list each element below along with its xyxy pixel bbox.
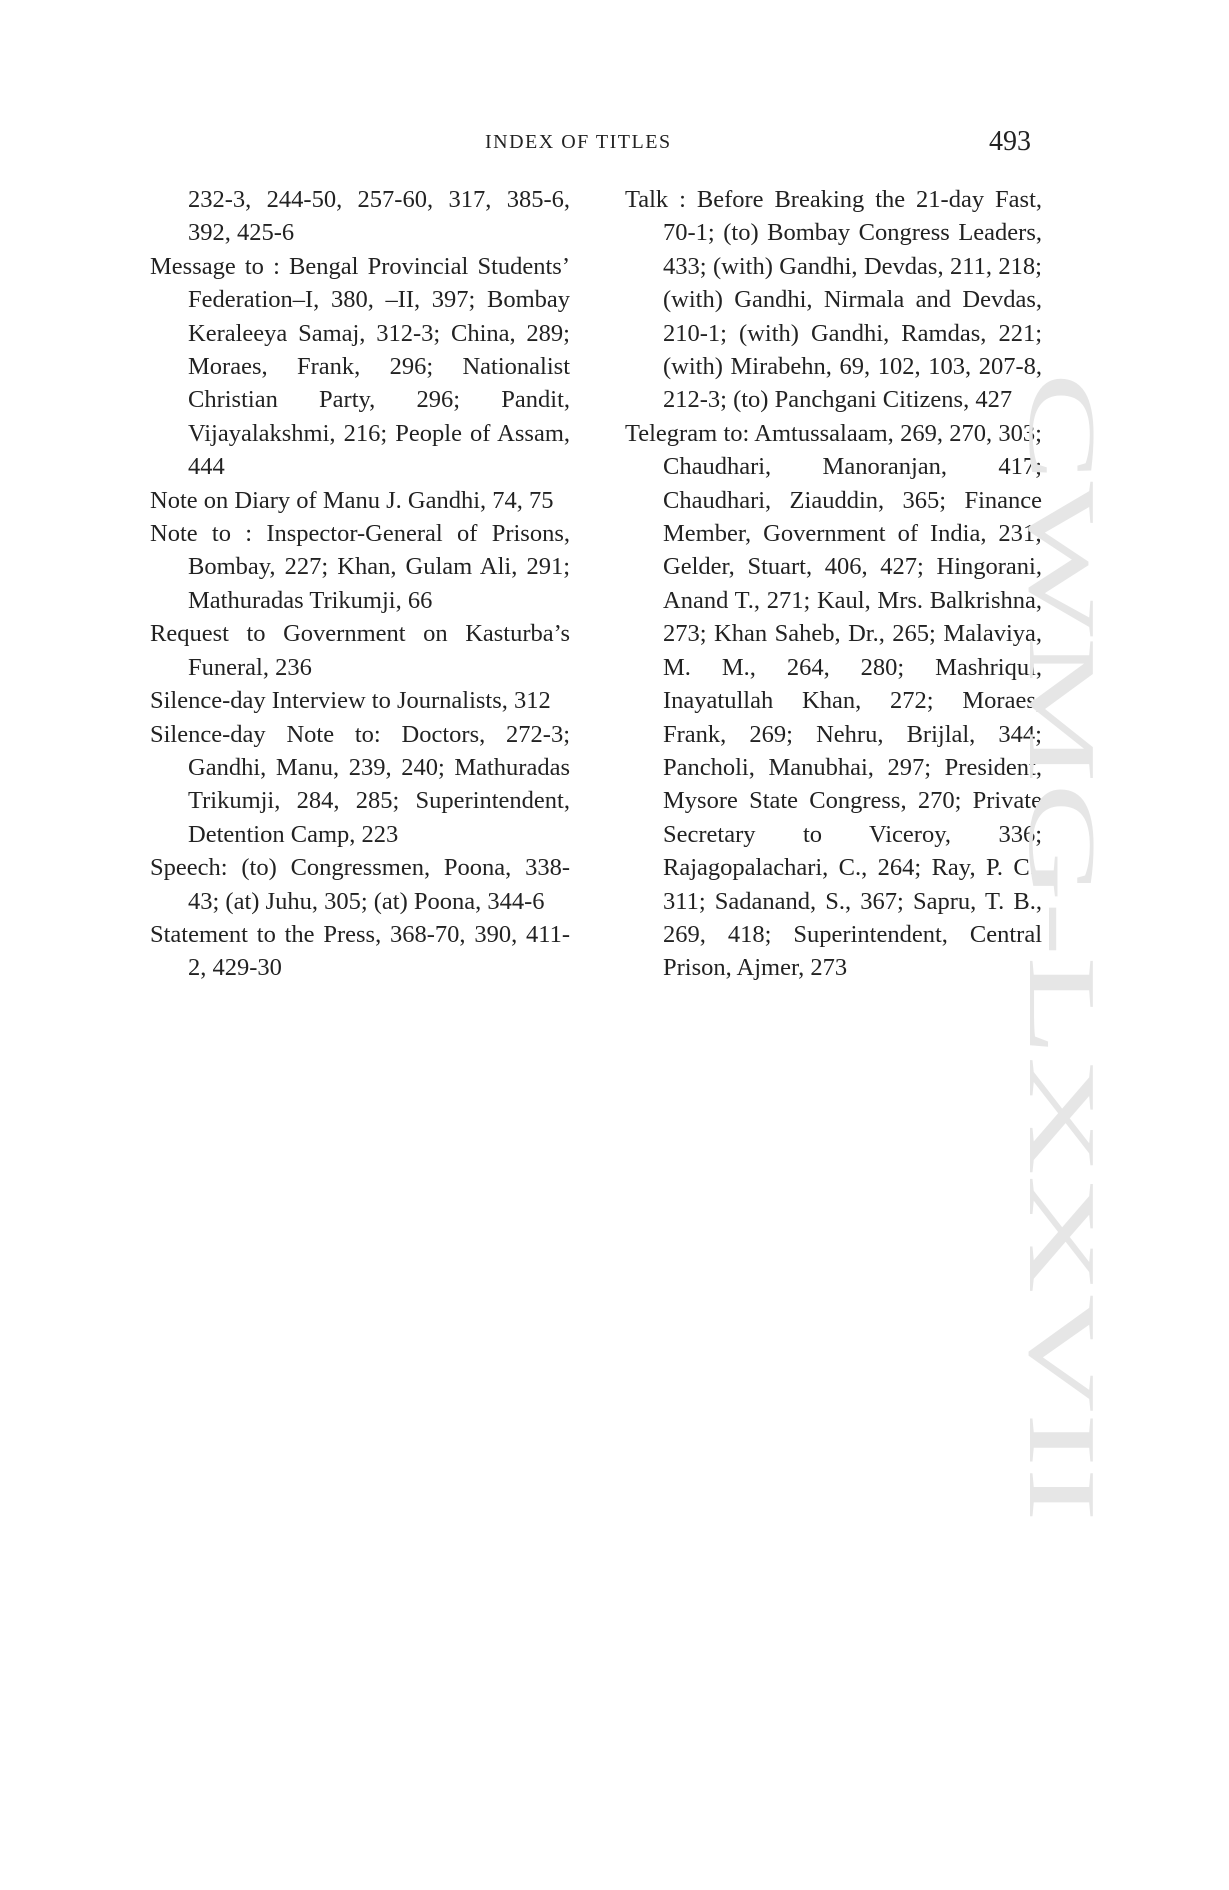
- index-entry-silence-day-interview: Silence-day Interview to Journalists, 312: [150, 687, 551, 715]
- index-entry-telegram: Telegram to: Amtussalaam, 269, 270, 303; Chaudhari, Manoranjan, 417; Chaudhari, Ziauddin, 365; Finance Member, Government of India, 231; Gelder, Stuart, 406, 427; Hingorani, Anand T., 271; Kaul, Mrs. Balkrishna, 273; Khan Saheb, Dr., 265; Malaviya, M. M., 264, 280; Mashriqui, Inayatullah Khan, 272; Moraes, Frank, 269; Nehru, Brijlal, 344; Pancholi, Manubhai, 297; President, Mysore State Congress, 270; Private Secretary to Viceroy, 336; Rajagopalachari, C., 264; Ray, P. C., 311; Sadanand, S., 367; Sapru, T. B., 269, 418; Superintendent, Central Prison, Ajmer, 273: [625, 419, 1042, 982]
- index-column-right: [625, 183, 1042, 985]
- index-entry-message: Message to : Bengal Provincial Students’ Federation–I, 380, –II, 397; Bombay Keraleeya Samaj, 312-3; China, 289; Moraes, Frank, 296; Nationalist Christian Party, 296; Pandit, Vijayalakshmi, 216; People of Assam, 444: [150, 252, 570, 481]
- index-entry-silence-day-note: Silence-day Note to: Doctors, 272-3; Gandhi, Manu, 239, 240; Mathuradas Trikumji, 284, 285; Superintendent, Detention Camp, 223: [150, 720, 570, 848]
- page-number: 493: [989, 126, 1031, 157]
- index-entry-statement: Statement to the Press, 368-70, 390, 411-2, 429-30: [150, 920, 570, 982]
- index-entry-speech: Speech: (to) Congressmen, Poona, 338-43; (at) Juhu, 305; (at) Poona, 344-6: [150, 854, 570, 915]
- running-title: INDEX OF TITLES: [485, 131, 672, 153]
- index-entry-request: Request to Government on Kasturba’s Funeral, 236: [150, 620, 570, 681]
- index-entry-talk: Talk : Before Breaking the 21-day Fast, 70-1; (to) Bombay Congress Leaders, 433; (with) Gandhi, Devdas, 211, 218; (with) Gandhi, Nirmala and Devdas, 210-1; (with) Gandhi, Ramdas, 221; (with) Mirabehn, 69, 102, 103, 207-8, 212-3; (to) Panchgani Citizens, 427: [625, 186, 1042, 414]
- watermark: [1009, 372, 1116, 1522]
- watermark-text: CWMG-LXXVII: [1009, 372, 1116, 1044]
- index-column-left: [150, 183, 570, 985]
- index-entry-note-to: Note to : Inspector-General of Prisons, Bombay, 227; Khan, Gulam Ali, 291; Mathuradas Trikumji, 66: [150, 520, 570, 614]
- index-entry-note-on-diary: Note on Diary of Manu J. Gandhi, 74, 75: [150, 486, 554, 514]
- index-entry-continuation: 232-3, 244-50, 257-60, 317, 385-6, 392, 425-6: [188, 186, 570, 247]
